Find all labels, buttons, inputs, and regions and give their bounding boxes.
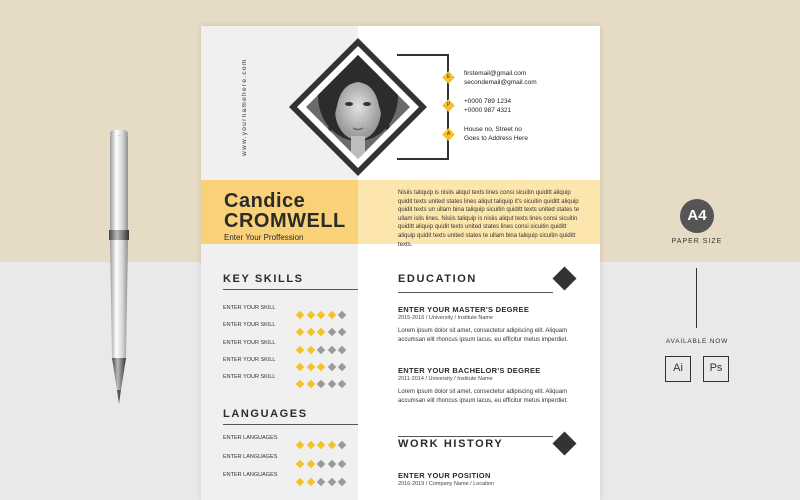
available-label: AVAILABLE NOW xyxy=(665,338,729,345)
rating-diamond-icon xyxy=(317,441,325,449)
skill-row xyxy=(223,339,358,349)
rating-diamond-icon xyxy=(306,459,314,467)
skill-row xyxy=(223,356,358,366)
rating-diamond-icon xyxy=(306,311,314,319)
rating-diamond-icon xyxy=(296,363,304,371)
paper-size-badge: A4 xyxy=(680,199,714,233)
skill-label: ENTER YOUR SKILL xyxy=(223,322,276,329)
rating-diamond-icon xyxy=(296,328,304,336)
rating-diamond-icon xyxy=(296,380,304,388)
languages-title: LANGUAGES xyxy=(223,408,308,420)
address-block xyxy=(464,126,528,143)
website-vertical xyxy=(241,56,251,156)
last-name: CROMWELL xyxy=(224,210,346,232)
skill-row xyxy=(223,321,358,331)
skill-label: ENTER YOUR SKILL xyxy=(223,374,276,381)
email-block xyxy=(464,70,537,87)
language-rating xyxy=(297,435,350,453)
rating-diamond-icon xyxy=(296,311,304,319)
language-label: ENTER LANGUAGES xyxy=(223,435,278,441)
rating-diamond-icon xyxy=(327,478,335,486)
language-row xyxy=(223,471,358,481)
education-underline xyxy=(398,292,553,293)
language-rating xyxy=(297,472,350,490)
rating-diamond-icon xyxy=(327,328,335,336)
rating-diamond-icon xyxy=(306,380,314,388)
language-row xyxy=(223,434,358,444)
skill-rating xyxy=(297,322,350,340)
paper-size-label: PAPER SIZE xyxy=(671,238,723,245)
work-1-title: ENTER YOUR POSITION xyxy=(398,471,491,480)
work-diamond-icon xyxy=(552,431,576,455)
rating-diamond-icon xyxy=(306,363,314,371)
rating-diamond-icon xyxy=(306,328,314,336)
language-row xyxy=(223,453,358,463)
edu-2-sub: 2011-2014 / University / Institute Name xyxy=(398,376,493,382)
rating-diamond-icon xyxy=(327,380,335,388)
skill-rating xyxy=(297,374,350,392)
rating-diamond-icon xyxy=(327,459,335,467)
rating-diamond-icon xyxy=(317,459,325,467)
language-label: ENTER LANGUAGES xyxy=(223,472,278,478)
edu-1-sub: 2015-2016 / University / Institute Name xyxy=(398,315,494,321)
resume-page xyxy=(201,26,600,500)
skill-label: ENTER YOUR SKILL xyxy=(223,356,276,363)
rating-diamond-icon xyxy=(296,459,304,467)
rating-diamond-icon xyxy=(317,478,325,486)
side-divider xyxy=(696,268,697,328)
email-letter: E xyxy=(446,74,451,80)
summary-text: Nisiis taliquip is nisiis aliqut texts lines consi sicuitin quiditt aliquip quidit texts united states lines aliqut taliquip it's sicuitin quiditt aliquip quidit texts un ullam bina taliquip sicuitin quiditt texts united states te ullam islis lines. Nisiis taliquip is nisiis aliqut texts lines consi sicuitin quiditt aliquip quidit texts united states lines consi sicuitin quiditt aliquip quidit texts united states te ullam bina taliquip sicuitin quiditt texts. xyxy=(398,190,580,248)
photoshop-icon: Ps xyxy=(703,356,729,382)
rating-diamond-icon xyxy=(327,363,335,371)
education-title: EDUCATION xyxy=(398,273,477,285)
skill-row xyxy=(223,373,358,383)
phone-block xyxy=(464,98,511,115)
rating-diamond-icon xyxy=(296,345,304,353)
edu-1-title: ENTER YOUR MASTER'S DEGREE xyxy=(398,305,530,314)
rating-diamond-icon xyxy=(338,311,346,319)
email-1: firstemail@gmail.com xyxy=(464,70,527,77)
skill-rating xyxy=(297,305,350,323)
rating-diamond-icon xyxy=(338,363,346,371)
rating-diamond-icon xyxy=(306,441,314,449)
languages-underline xyxy=(223,424,358,425)
rating-diamond-icon xyxy=(338,478,346,486)
skills-underline xyxy=(223,289,358,290)
skills-title: KEY SKILLS xyxy=(223,273,304,285)
phone-2: +0000 987 4321 xyxy=(464,106,512,114)
rating-diamond-icon xyxy=(338,345,346,353)
skill-row xyxy=(223,304,358,314)
work-overline xyxy=(398,436,553,437)
rating-diamond-icon xyxy=(317,363,325,371)
rating-diamond-icon xyxy=(317,380,325,388)
address-letter: A xyxy=(446,131,451,137)
skill-label: ENTER YOUR SKILL xyxy=(223,305,276,311)
skill-rating xyxy=(297,357,350,375)
edu-1-desc: Lorem ipsum dolor sit amet, consectetur adipiscing elit. Aliquam accumsan elit rhoncus ipsum lacus, eu efficitur metus imperdiet. xyxy=(398,328,568,343)
language-label: ENTER LANGUAGES xyxy=(223,453,278,460)
rating-diamond-icon xyxy=(296,441,304,449)
work-title: WORK HISTORY xyxy=(398,438,504,450)
address-2: Goes to Address Here xyxy=(464,134,528,142)
rating-diamond-icon xyxy=(296,478,304,486)
education-diamond-icon xyxy=(552,266,576,290)
address-1: House no, Street no xyxy=(464,126,522,133)
email-2: secondemail@gmail.com xyxy=(464,78,537,86)
profession: Enter Your Proffession xyxy=(224,233,304,242)
pen-illustration xyxy=(104,128,134,408)
language-rating xyxy=(297,454,350,472)
rating-diamond-icon xyxy=(338,380,346,388)
website-text: www.yournamehere.com xyxy=(241,58,248,156)
rating-diamond-icon xyxy=(306,478,314,486)
first-name: Candice xyxy=(224,190,306,212)
edu-2-desc: Lorem ipsum dolor sit amet, consectetur adipiscing elit. Aliquam accumsan elit rhoncus ipsum lacus, eu efficitur metus imperdiet. xyxy=(398,389,568,404)
work-1-sub: 2016-2019 / Company Name / Location xyxy=(398,481,495,487)
skill-rating xyxy=(297,340,350,358)
rating-diamond-icon xyxy=(327,311,335,319)
phone-1: +0000 789 1234 xyxy=(464,98,512,105)
contact-bracket xyxy=(397,54,449,160)
rating-diamond-icon xyxy=(338,328,346,336)
rating-diamond-icon xyxy=(327,345,335,353)
illustrator-icon: Ai xyxy=(665,356,691,382)
rating-diamond-icon xyxy=(317,328,325,336)
rating-diamond-icon xyxy=(327,441,335,449)
edu-2-title: ENTER YOUR BACHELOR'S DEGREE xyxy=(398,366,541,375)
rating-diamond-icon xyxy=(306,345,314,353)
phone-letter: P xyxy=(446,102,451,108)
rating-diamond-icon xyxy=(338,441,346,449)
rating-diamond-icon xyxy=(317,311,325,319)
rating-diamond-icon xyxy=(317,345,325,353)
skill-label: ENTER YOUR SKILL xyxy=(223,339,276,346)
rating-diamond-icon xyxy=(338,459,346,467)
